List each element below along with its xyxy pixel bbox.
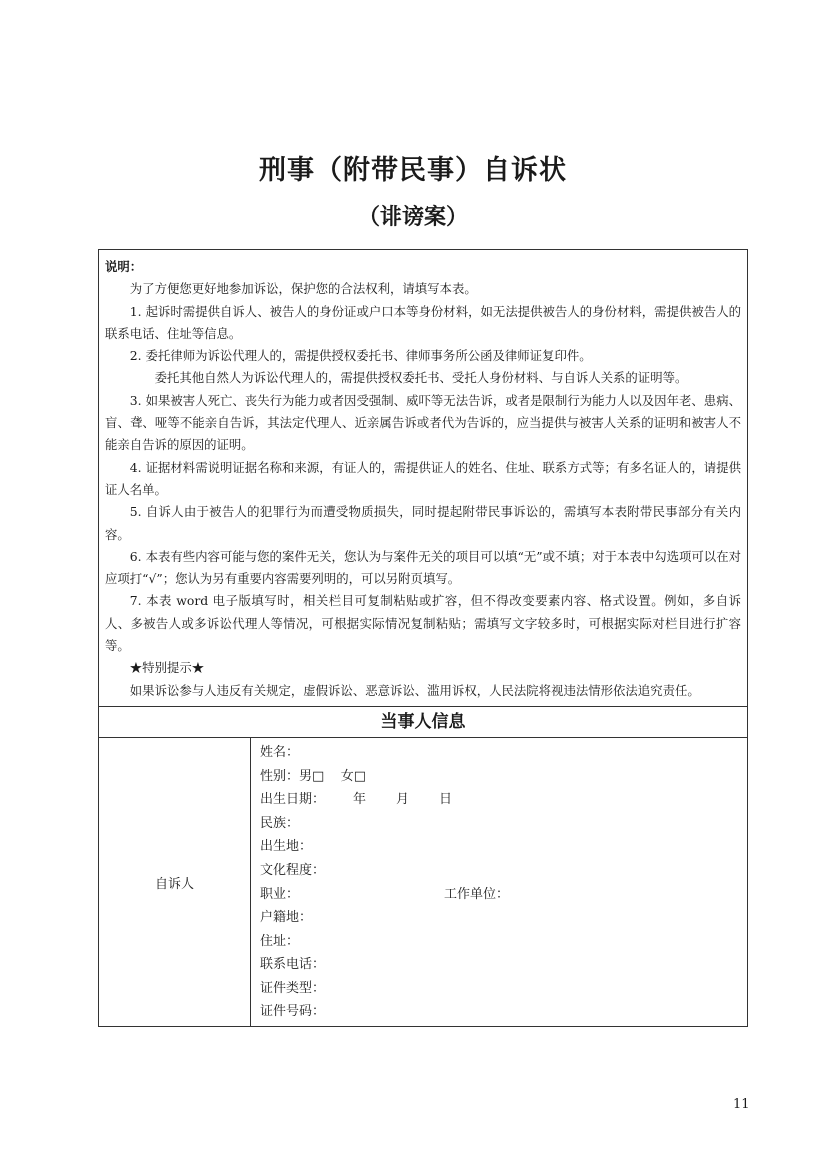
plaintiff-label-text: 自诉人 [154,876,194,892]
plaintiff-label [99,738,251,1026]
gender-field[interactable]: 性别：男□ 女□ [260,768,367,784]
instruction-item-2: 2. 委托律师为诉讼代理人的，需提供授权委托书、律师事务所公函及律师证复印件。 [129,348,592,364]
address-field[interactable]: 住址： [260,933,300,949]
plaintiff-row [99,738,747,1026]
name-field[interactable]: 姓名： [260,744,300,760]
instructions-section [99,250,747,707]
birthplace-field[interactable]: 出生地： [260,839,313,855]
party-info-header: 当事人信息 [99,707,747,738]
birth-month-label: 月 [396,792,410,808]
occupation-row[interactable] [260,883,747,907]
birth-year-label: 年 [353,792,367,808]
page-number: 11 [733,1097,750,1112]
id-number-field[interactable]: 证件号码： [260,1004,326,1020]
education-field[interactable]: 文化程度： [260,862,326,878]
special-notice-heading: ★特别提示★ [129,660,205,676]
ethnicity-field[interactable]: 民族： [260,815,300,831]
phone-field[interactable]: 联系电话： [260,957,326,973]
birth-date-label: 出生日期： [260,792,326,808]
special-notice-text: 如果诉讼参与人违反有关规定，虚假诉讼、恶意诉讼、滥用诉权，人民法院将视违法情形依法追究责任。 [129,682,700,698]
instruction-item-4: 4. 证据材料需说明证据名称和来源，有证人的，需提供证人的姓名、住址、联系方式等；有多名证人的，请提供证人名单。 [105,459,741,497]
instruction-item-1: 1. 起诉时需提供自诉人、被告人的身份证或户口本等身份材料，如无法提供被告人的身份材料，需提供被告人的联系电话、住址等信息。 [105,303,741,341]
employer-label: 工作单位： [444,886,510,902]
instruction-item-7: 7. 本表 word 电子版填写时，相关栏目可复制粘贴或扩容，但不得改变要素内容、格式设置。例如，多自诉人、多被告人或多诉讼代理人等情况，可根据实际情况复制粘贴；需填写文字较多时，可根据实际对栏目进行扩容等。 [105,593,741,654]
complaint-form [98,249,748,1027]
birth-day-label: 日 [439,792,453,808]
plaintiff-fields [251,738,747,1026]
occupation-label: 职业： [260,886,300,902]
instruction-item-6: 6. 本表有些内容可能与您的案件无关，您认为与案件无关的项目可以填“无”或不填；对于本表中勾选项可以在对应项打“√”；您认为另有重要内容需要列明的，可以另附页填写。 [105,548,741,587]
instruction-item-2-continued: 委托其他自然人为诉讼代理人的，需提供授权委托书、受托人身份材料、与自诉人关系的证明等。 [154,370,688,386]
id-type-field[interactable]: 证件类型： [260,980,326,996]
instructions-heading: 说明： [105,259,143,274]
birth-date-field[interactable] [260,788,747,812]
instruction-item-5: 5. 自诉人由于被告人的犯罪行为而遭受物质损失，同时提起附带民事诉讼的，需填写本表附带民事部分有关内容。 [105,504,741,542]
document-subtitle: （诽谤案） [357,205,468,230]
document-title: 刑事（附带民事）自诉状 [259,155,567,186]
household-registration-field[interactable]: 户籍地： [260,910,313,926]
instruction-intro: 为了方便您更好地参加诉讼，保护您的合法权利，请填写本表。 [129,281,477,297]
instruction-item-3: 3. 如果被害人死亡、丧失行为能力或者因受强制、威吓等无法告诉，或者是限制行为能力人以及因年老、患病、盲、聋、哑等不能亲自告诉，其法定代理人、近亲属告诉或者代为告诉的，应当提供与被害人关系的证明和被害人不能亲自告诉的原因的证明。 [105,392,741,453]
